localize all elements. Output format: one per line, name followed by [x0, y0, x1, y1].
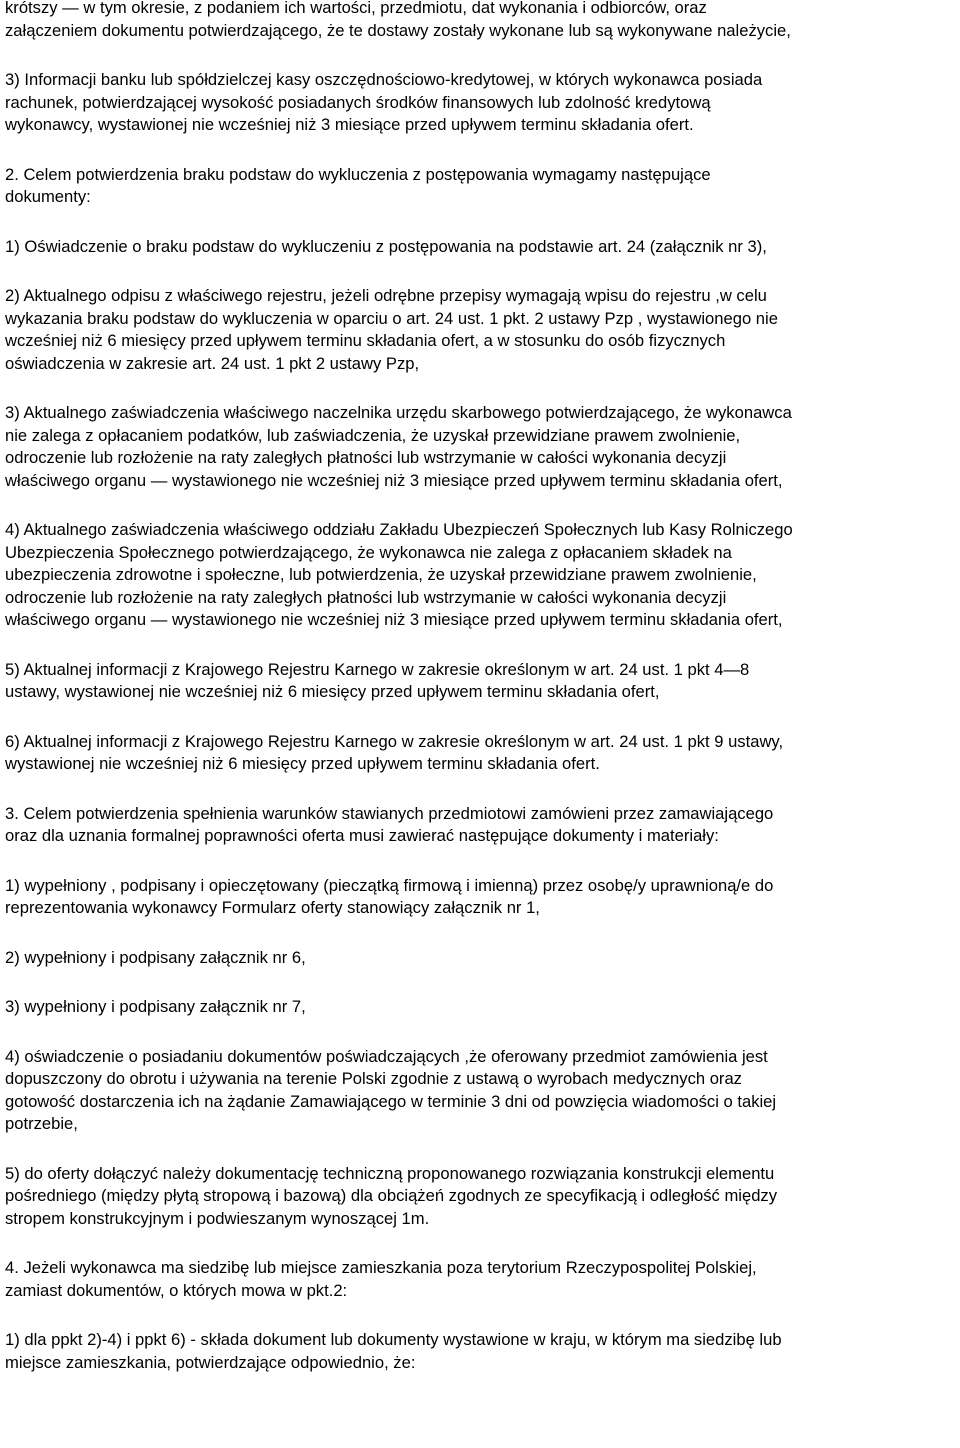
text-line: 1) wypełniony , podpisany i opieczętowany (pieczątką firmową i imienną) przez osobę/y uprawnioną/e do [5, 875, 774, 895]
text-line: stropem konstrukcyjnym i podwieszanym wynoszącej 1m. [5, 1208, 430, 1228]
paragraph-2-3 [5, 402, 957, 492]
text-line: 3) wypełniony i podpisany załącznik nr 7, [5, 997, 306, 1016]
paragraph-2-4 [5, 519, 957, 632]
text-line: wystawionej nie wcześniej niż 6 miesięcy przed upływem terminu składania ofert. [5, 754, 600, 773]
text-line: odroczenie lub rozłożenie na raty zaległych płatności lub wstrzymanie w całości wykonania decyzji [5, 587, 727, 607]
text-line: Ubezpieczenia Społecznego potwierdzającego, że wykonawca nie zalega z opłacaniem składek na [5, 542, 732, 562]
text-line: 5) Aktualnej informacji z Krajowego Rejestru Karnego w zakresie określonym w art. 24 ust. 1 pkt 4—8 [5, 659, 750, 679]
paragraph-3-5 [5, 1163, 957, 1231]
text-line: gotowość dostarczenia ich na żądanie Zamawiającego w terminie 3 dni od powzięcia wiadomości o takiej [5, 1091, 777, 1111]
paragraph-3-3 [5, 996, 957, 1019]
text-line: wykazania braku podstaw do wykluczenia w oparciu o art. 24 ust. 1 pkt. 2 ustawy Pzp , wystawionego nie [5, 308, 778, 328]
text-line: krótszy — w tym okresie, z podaniem ich wartości, przedmiotu, dat wykonania i odbiorców, oraz [5, 0, 707, 17]
text-line: oświadczenia w zakresie art. 24 ust. 1 pkt 2 ustawy Pzp, [5, 353, 420, 373]
text-line: reprezentowania wykonawcy Formularz oferty stanowiący załącznik nr 1, [5, 898, 540, 917]
text-line: rachunek, potwierdzającej wysokość posiadanych środków finansowych lub zdolność kredytową [5, 92, 711, 112]
paragraph-1-3-bank-info [5, 69, 957, 137]
text-line: 3) Aktualnego zaświadczenia właściwego naczelnika urzędu skarbowego potwierdzającego, że wykonawca [5, 403, 792, 422]
paragraph-2-2 [5, 285, 957, 375]
paragraph-2-6 [5, 731, 957, 776]
text-line: 5) do oferty dołączyć należy dokumentację techniczną proponowanego rozwiązania konstrukcji elementu [5, 1163, 775, 1183]
paragraph-2-heading [5, 164, 957, 209]
text-line: załączeniem dokumentu potwierdzającego, że te dostawy zostały wykonane lub są wykonywane należycie, [5, 20, 791, 40]
text-line: właściwego organu — wystawionego nie wcześniej niż 3 miesiące przed upływem terminu składania ofert, [5, 610, 783, 629]
paragraph-4-1 [5, 1329, 957, 1374]
paragraph-3-1 [5, 875, 957, 920]
text-line: dokumenty: [5, 187, 91, 206]
text-line: zamiast dokumentów, o których mowa w pkt.2: [5, 1280, 348, 1300]
text-line: 3. Celem potwierdzenia spełnienia warunków stawianych przedmiotowi zamówieni przez zamawiającego [5, 803, 774, 823]
paragraph-2-1 [5, 236, 957, 259]
text-line: ubezpieczenia zdrowotne i społeczne, lub potwierdzenia, że uzyskał przewidziane prawem zwolnienie, [5, 565, 757, 584]
paragraph-3-4 [5, 1046, 957, 1136]
text-line: 1) dla ppkt 2)-4) i ppkt 6) - składa dokument lub dokumenty wystawione w kraju, w którym ma siedzibę lub [5, 1330, 782, 1349]
text-line: 3) Informacji banku lub spółdzielczej kasy oszczędnościowo-kredytowej, w których wykonawca posiada [5, 70, 763, 89]
text-line: właściwego organu — wystawionego nie wcześniej niż 3 miesiące przed upływem terminu składania ofert, [5, 470, 783, 490]
text-line: dopuszczony do obrotu i używania na terenie Polski zgodnie z ustawą o wyrobach medycznych oraz [5, 1069, 742, 1088]
text-line: 4) Aktualnego zaświadczenia właściwego oddziału Zakładu Ubezpieczeń Społecznych lub Kasy Rolniczego [5, 520, 793, 539]
text-line: potrzebie, [5, 1114, 78, 1133]
text-line: oraz dla uznania formalnej poprawności oferta musi zawierać następujące dokumenty i materiały: [5, 826, 719, 845]
text-line: 6) Aktualnej informacji z Krajowego Rejestru Karnego w zakresie określonym w art. 24 ust. 1 pkt 9 ustawy, [5, 731, 784, 751]
text-line: nie zalega z opłacaniem podatków, lub zaświadczenia, że uzyskał przewidziane prawem zwolnienie, [5, 425, 741, 445]
document-page [5, 0, 957, 1374]
text-line: wykonawcy, wystawionej nie wcześniej niż 3 miesiące przed upływem terminu składania ofert. [5, 115, 694, 134]
text-line: 4) oświadczenie o posiadaniu dokumentów poświadczających ,że oferowany przedmiot zamówienia jest [5, 1046, 768, 1066]
paragraph-2-5 [5, 659, 957, 704]
paragraph-4-heading [5, 1257, 957, 1302]
text-line: 2. Celem potwierdzenia braku podstaw do wykluczenia z postępowania wymagamy następujące [5, 164, 711, 184]
text-line: 4. Jeżeli wykonawca ma siedzibę lub miejsce zamieszkania poza terytorium Rzeczypospolitej Polskiej, [5, 1258, 757, 1277]
text-line: ustawy, wystawionej nie wcześniej niż 6 miesięcy przed upływem terminu składania ofert, [5, 682, 660, 701]
text-line: 2) Aktualnego odpisu z właściwego rejestru, jeżeli odrębne przepisy wymagają wpisu do rejestru ,w celu [5, 286, 767, 305]
paragraph-3-heading [5, 803, 957, 848]
paragraph-3-2 [5, 947, 957, 970]
text-line: pośredniego (między płytą stropową i bazową) dla obciążeń zgodnych ze specyfikacją i odległość między [5, 1186, 778, 1205]
paragraph-continuation [5, 0, 957, 42]
text-line: miejsce zamieszkania, potwierdzające odpowiednio, że: [5, 1352, 416, 1372]
text-line: odroczenie lub rozłożenie na raty zaległych płatności lub wstrzymanie w całości wykonania decyzji [5, 448, 727, 467]
text-line: 2) wypełniony i podpisany załącznik nr 6, [5, 947, 306, 967]
text-line: 1) Oświadczenie o braku podstaw do wykluczeniu z postępowania na podstawie art. 24 (załącznik nr 3), [5, 236, 767, 256]
text-line: wcześniej niż 6 miesięcy przed upływem terminu składania ofert, a w stosunku do osób fizycznych [5, 331, 726, 350]
